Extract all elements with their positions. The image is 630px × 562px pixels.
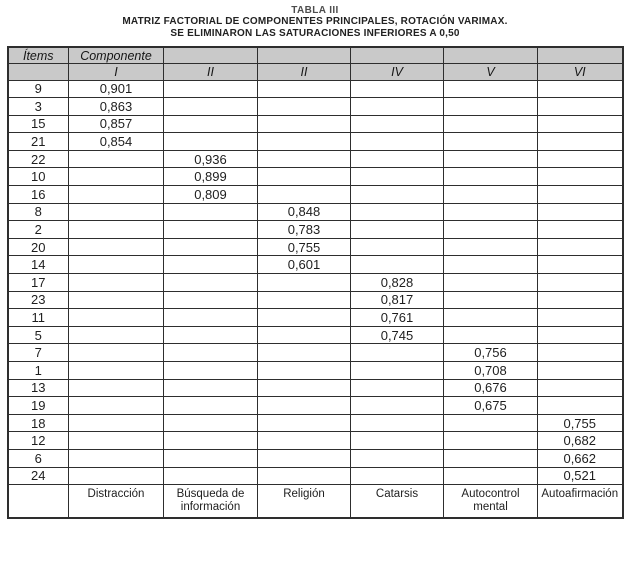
loading-value-cell (69, 397, 164, 415)
loading-value-cell: 0,745 (351, 326, 444, 344)
loading-value-cell: 0,675 (444, 397, 538, 415)
loading-value-cell (69, 309, 164, 327)
table-row (8, 326, 623, 344)
loading-value-cell (164, 379, 258, 397)
col-header-empty (164, 47, 258, 64)
item-number-cell: 5 (8, 326, 69, 344)
item-number-cell: 21 (8, 133, 69, 151)
table-row (8, 98, 623, 116)
loading-value-cell (538, 256, 623, 274)
loading-value-cell (164, 309, 258, 327)
loading-value-cell (538, 115, 623, 133)
loading-value-cell (444, 238, 538, 256)
loading-value-cell: 0,682 (538, 432, 623, 450)
loading-value-cell (351, 186, 444, 204)
item-number-cell: 11 (8, 309, 69, 327)
loading-value-cell (258, 414, 351, 432)
loading-value-cell (351, 432, 444, 450)
loading-value-cell: 0,761 (351, 309, 444, 327)
loading-value-cell (69, 449, 164, 467)
col-header-empty (258, 47, 351, 64)
loading-value-cell: 0,857 (69, 115, 164, 133)
loading-value-cell (69, 186, 164, 204)
loading-value-cell (538, 309, 623, 327)
item-number-cell: 12 (8, 432, 69, 450)
loading-value-cell (351, 379, 444, 397)
loading-value-cell (164, 133, 258, 151)
table-header (8, 47, 623, 80)
item-number-cell: 22 (8, 150, 69, 168)
loading-value-cell (444, 414, 538, 432)
loading-value-cell (164, 221, 258, 239)
loading-value-cell (69, 221, 164, 239)
table-title: MATRIZ FACTORIAL DE COMPONENTES PRINCIPALES, ROTACIÓN VARIMAX. (122, 16, 508, 27)
loading-value-cell (164, 449, 258, 467)
item-number-cell: 16 (8, 186, 69, 204)
loading-value-cell (258, 467, 351, 485)
col-header-empty (351, 47, 444, 64)
table-row (8, 256, 623, 274)
loading-value-cell (351, 115, 444, 133)
loading-value-cell (164, 344, 258, 362)
loading-value-cell (69, 291, 164, 309)
table-row (8, 449, 623, 467)
loading-value-cell (538, 150, 623, 168)
loading-value-cell (69, 414, 164, 432)
table-row (8, 186, 623, 204)
loading-value-cell (538, 203, 623, 221)
table-row (8, 291, 623, 309)
item-number-cell: 10 (8, 168, 69, 186)
loading-value-cell: 0,901 (69, 80, 164, 98)
loading-value-cell (69, 432, 164, 450)
table-row (8, 168, 623, 186)
loading-value-cell (164, 238, 258, 256)
factor-name-busqueda-informacion: Búsqueda de información (164, 485, 258, 518)
factor-name-catarsis: Catarsis (351, 485, 444, 518)
factor-name-autoafirmacion: Autoafirmación (538, 485, 623, 518)
subheader-empty (8, 64, 69, 81)
loading-value-cell (538, 379, 623, 397)
loading-value-cell (69, 467, 164, 485)
subheader-component-2: II (164, 64, 258, 81)
loading-value-cell (164, 80, 258, 98)
table-row (8, 133, 623, 151)
factor-name-distraccion: Distracción (69, 485, 164, 518)
loading-value-cell (351, 449, 444, 467)
loading-value-cell: 0,708 (444, 362, 538, 380)
loading-value-cell (444, 186, 538, 204)
factor-name-autocontrol-mental: Autocontrol mental (444, 485, 538, 518)
loading-value-cell (444, 256, 538, 274)
loading-value-cell (69, 256, 164, 274)
loading-value-cell (444, 467, 538, 485)
loading-value-cell (444, 115, 538, 133)
loading-value-cell (538, 274, 623, 292)
loading-value-cell: 0,817 (351, 291, 444, 309)
loading-value-cell (351, 238, 444, 256)
factor-matrix-table (7, 46, 624, 519)
loading-value-cell (258, 186, 351, 204)
loading-value-cell (444, 291, 538, 309)
loading-value-cell (258, 133, 351, 151)
loading-value-cell (258, 309, 351, 327)
loading-value-cell (444, 98, 538, 116)
table-number: TABLA III (291, 5, 339, 16)
loading-value-cell (351, 168, 444, 186)
loading-value-cell (351, 397, 444, 415)
loading-value-cell (69, 168, 164, 186)
table-body (8, 80, 623, 485)
loading-value-cell (164, 467, 258, 485)
loading-value-cell: 0,854 (69, 133, 164, 151)
loading-value-cell (258, 274, 351, 292)
loading-value-cell (444, 150, 538, 168)
table-row (8, 397, 623, 415)
table-row (8, 274, 623, 292)
table-row (8, 238, 623, 256)
loading-value-cell (351, 133, 444, 151)
subheader-component-3: II (258, 64, 351, 81)
item-number-cell: 18 (8, 414, 69, 432)
loading-value-cell (258, 344, 351, 362)
loading-value-cell (351, 256, 444, 274)
loading-value-cell (351, 150, 444, 168)
col-header-empty (444, 47, 538, 64)
table-row (8, 362, 623, 380)
loading-value-cell (444, 432, 538, 450)
table-row (8, 432, 623, 450)
item-number-cell: 23 (8, 291, 69, 309)
loading-value-cell (538, 80, 623, 98)
col-header-items: Ítems (8, 47, 69, 64)
loading-value-cell (258, 98, 351, 116)
subheader-component-6: VI (538, 64, 623, 81)
loading-value-cell (538, 326, 623, 344)
loading-value-cell (69, 362, 164, 380)
loading-value-cell (351, 414, 444, 432)
loading-value-cell (538, 362, 623, 380)
loading-value-cell (538, 344, 623, 362)
loading-value-cell (164, 115, 258, 133)
item-number-cell: 9 (8, 80, 69, 98)
loading-value-cell (538, 168, 623, 186)
loading-value-cell (258, 168, 351, 186)
loading-value-cell: 0,863 (69, 98, 164, 116)
loading-value-cell: 0,899 (164, 168, 258, 186)
item-number-cell: 1 (8, 362, 69, 380)
loading-value-cell (164, 98, 258, 116)
loading-value-cell: 0,676 (444, 379, 538, 397)
loading-value-cell (351, 344, 444, 362)
col-header-componente: Componente (69, 47, 164, 64)
loading-value-cell: 0,756 (444, 344, 538, 362)
item-number-cell: 19 (8, 397, 69, 415)
loading-value-cell (164, 274, 258, 292)
loading-value-cell (444, 133, 538, 151)
loading-value-cell (538, 397, 623, 415)
loading-value-cell: 0,521 (538, 467, 623, 485)
item-number-cell: 2 (8, 221, 69, 239)
loading-value-cell (538, 238, 623, 256)
loading-value-cell (258, 362, 351, 380)
factor-names-row (8, 485, 623, 518)
loading-value-cell (69, 203, 164, 221)
subheader-component-4: IV (351, 64, 444, 81)
loading-value-cell (69, 238, 164, 256)
loading-value-cell: 0,662 (538, 449, 623, 467)
loading-value-cell (258, 150, 351, 168)
table-subtitle: SE ELIMINARON LAS SATURACIONES INFERIORES A 0,50 (170, 27, 460, 39)
loading-value-cell (538, 186, 623, 204)
item-number-cell: 7 (8, 344, 69, 362)
loading-value-cell (444, 274, 538, 292)
subheader-component-5: V (444, 64, 538, 81)
loading-value-cell (351, 80, 444, 98)
loading-value-cell (69, 326, 164, 344)
loading-value-cell (538, 291, 623, 309)
table-row (8, 379, 623, 397)
table-row (8, 221, 623, 239)
loading-value-cell (538, 221, 623, 239)
loading-value-cell (164, 362, 258, 380)
loading-value-cell (538, 133, 623, 151)
loading-value-cell (164, 256, 258, 274)
loading-value-cell: 0,755 (258, 238, 351, 256)
loading-value-cell (444, 80, 538, 98)
table-row (8, 150, 623, 168)
loading-value-cell (69, 344, 164, 362)
loading-value-cell (444, 203, 538, 221)
table-row (8, 344, 623, 362)
item-number-cell: 17 (8, 274, 69, 292)
loading-value-cell (164, 432, 258, 450)
col-header-empty (538, 47, 623, 64)
loading-value-cell (258, 291, 351, 309)
loading-value-cell: 0,809 (164, 186, 258, 204)
loading-value-cell (258, 449, 351, 467)
table-row (8, 115, 623, 133)
item-number-cell: 13 (8, 379, 69, 397)
loading-value-cell (164, 203, 258, 221)
loading-value-cell: 0,828 (351, 274, 444, 292)
item-number-cell: 15 (8, 115, 69, 133)
header-row-2 (8, 64, 623, 81)
loading-value-cell: 0,601 (258, 256, 351, 274)
table-row (8, 203, 623, 221)
table-caption (0, 0, 630, 39)
loading-value-cell (69, 274, 164, 292)
loading-value-cell (164, 414, 258, 432)
factor-name-religion: Religión (258, 485, 351, 518)
loading-value-cell (258, 115, 351, 133)
loading-value-cell (351, 203, 444, 221)
loading-value-cell (444, 168, 538, 186)
loading-value-cell (351, 221, 444, 239)
loading-value-cell (258, 379, 351, 397)
item-number-cell: 14 (8, 256, 69, 274)
loading-value-cell: 0,848 (258, 203, 351, 221)
loading-value-cell (258, 397, 351, 415)
loading-value-cell (164, 397, 258, 415)
table-row (8, 414, 623, 432)
factor-name-empty (8, 485, 69, 518)
loading-value-cell (69, 150, 164, 168)
subheader-component-1: I (69, 64, 164, 81)
item-number-cell: 8 (8, 203, 69, 221)
table-footer (8, 485, 623, 518)
table-row (8, 80, 623, 98)
loading-value-cell (258, 432, 351, 450)
loading-value-cell (351, 467, 444, 485)
loading-value-cell: 0,783 (258, 221, 351, 239)
table-row (8, 309, 623, 327)
loading-value-cell (538, 98, 623, 116)
loading-value-cell (258, 80, 351, 98)
loading-value-cell: 0,755 (538, 414, 623, 432)
loading-value-cell (444, 309, 538, 327)
loading-value-cell (444, 221, 538, 239)
loading-value-cell (164, 291, 258, 309)
loading-value-cell (351, 98, 444, 116)
loading-value-cell: 0,936 (164, 150, 258, 168)
item-number-cell: 3 (8, 98, 69, 116)
loading-value-cell (258, 326, 351, 344)
table-row (8, 467, 623, 485)
item-number-cell: 20 (8, 238, 69, 256)
loading-value-cell (164, 326, 258, 344)
item-number-cell: 24 (8, 467, 69, 485)
loading-value-cell (444, 326, 538, 344)
loading-value-cell (351, 362, 444, 380)
header-row-1 (8, 47, 623, 64)
loading-value-cell (444, 449, 538, 467)
item-number-cell: 6 (8, 449, 69, 467)
loading-value-cell (69, 379, 164, 397)
